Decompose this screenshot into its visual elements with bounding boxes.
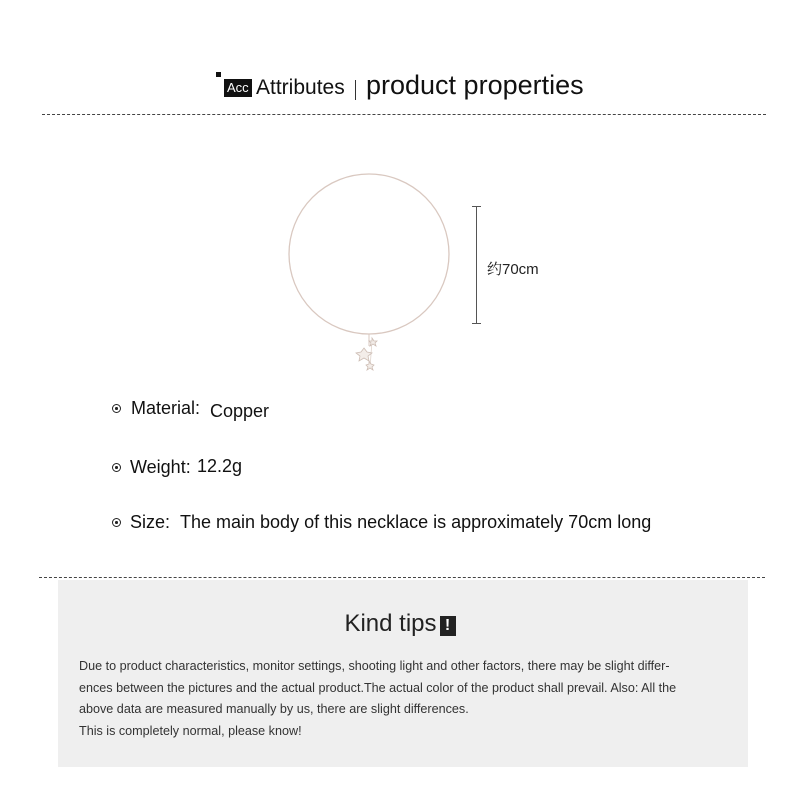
header-badge: Acc bbox=[224, 79, 252, 97]
header-divider bbox=[355, 80, 356, 100]
bullet-icon bbox=[112, 518, 121, 527]
necklace-illustration bbox=[280, 168, 460, 378]
bullet-icon bbox=[112, 463, 121, 472]
page-title: product properties bbox=[366, 70, 584, 100]
tips-line: This is completely normal, please know! bbox=[79, 723, 302, 738]
top-dashed-divider bbox=[42, 114, 766, 115]
header-subtitle: Attributes bbox=[256, 76, 345, 99]
tips-line: above data are measured manually by us, there are slight differences. bbox=[79, 702, 469, 716]
size-label: Size: bbox=[130, 512, 171, 532]
tips-line: Due to product characteristics, monitor settings, shooting light and other factors, there may be slight differ- bbox=[79, 659, 670, 673]
tips-title bbox=[0, 610, 800, 638]
dimension-cap-top bbox=[472, 206, 481, 207]
tips-title-text: Kind tips bbox=[344, 610, 437, 637]
header-decoration-dot bbox=[216, 72, 221, 77]
warning-icon: ! bbox=[440, 616, 456, 636]
dimension-cap-bottom bbox=[472, 323, 481, 324]
weight-label: Weight: bbox=[130, 457, 191, 477]
bullet-icon bbox=[112, 404, 121, 413]
dimension-line bbox=[476, 206, 477, 324]
tips-text bbox=[79, 656, 734, 742]
middle-dashed-divider bbox=[39, 577, 765, 578]
tips-line: ences between the pictures and the actual product.The actual color of the product shall prevail. Also: All the bbox=[79, 680, 677, 695]
weight-value: 12.2g bbox=[197, 456, 243, 476]
dimension-label: 约70cm bbox=[487, 261, 539, 278]
material-value: Copper bbox=[210, 401, 270, 421]
material-label: Material: bbox=[131, 398, 201, 418]
size-value: The main body of this necklace is approximately 70cm long bbox=[180, 512, 652, 532]
